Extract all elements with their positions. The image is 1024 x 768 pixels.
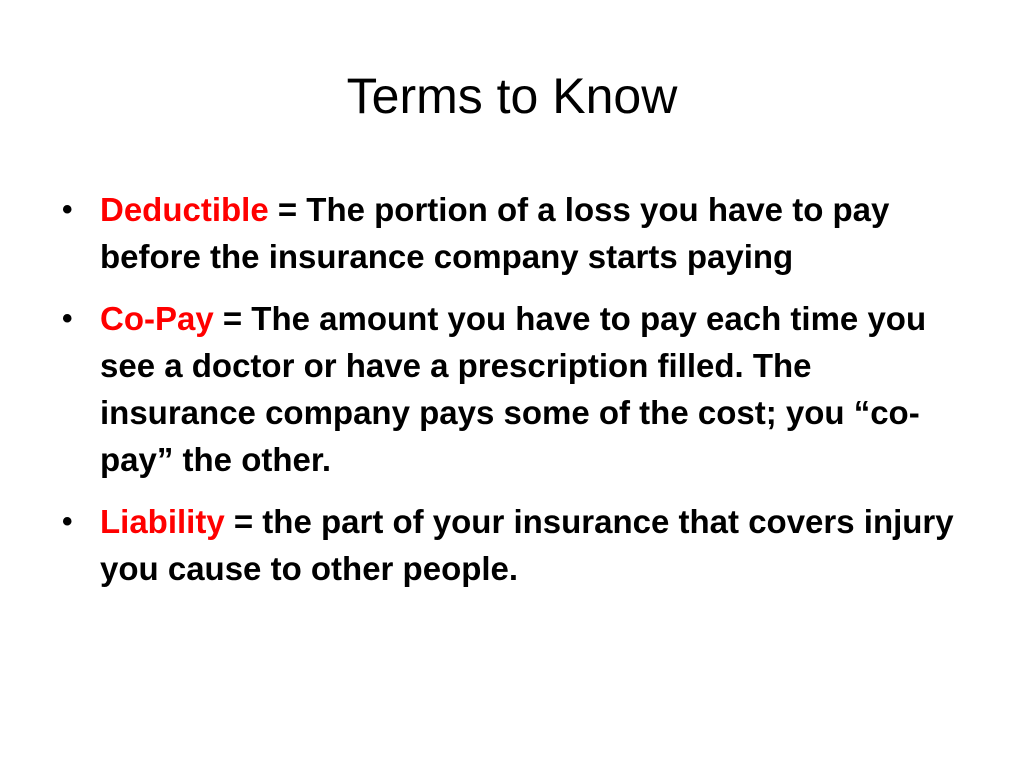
bullet-item-co-pay [62, 295, 962, 483]
bullet-list [62, 186, 962, 607]
definition-co-pay: = The amount you have to pay each time you see a doctor or have a prescription filled. The insurance company pays some of the cost; you “co-pay” the other. [100, 300, 927, 478]
term-liability: Liability [100, 503, 225, 540]
slide-title: Terms to Know [346, 68, 678, 124]
definition-deductible: = The portion of a loss you have to pay before the insurance company starts paying [100, 191, 890, 275]
definition-liability: = the part of your insurance that covers injury you cause to other people. [100, 503, 954, 587]
bullet-icon: • [62, 193, 73, 226]
bullet-icon: • [62, 505, 73, 538]
term-deductible: Deductible [100, 191, 269, 228]
bullet-icon: • [62, 302, 73, 335]
bullet-item-liability [62, 498, 962, 592]
term-co-pay: Co-Pay [100, 300, 214, 337]
bullet-item-deductible [62, 186, 962, 280]
